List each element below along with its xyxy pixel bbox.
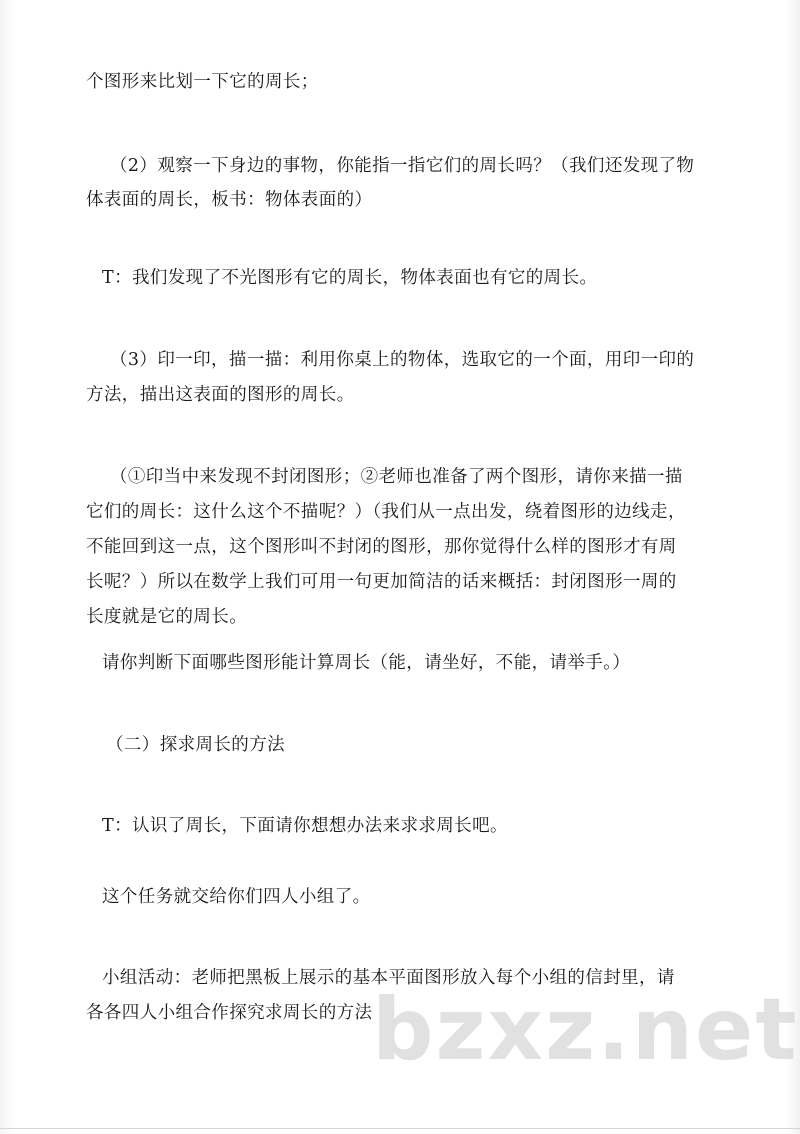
text-line: 不能回到这一点，这个图形叫不封闭的图形，那你觉得什么样的图形才有周 [86,537,677,557]
text-line: 小组活动：老师把黑板上展示的基本平面图形放入每个小组的信封里，请 [102,968,675,988]
text-line: 方法，描出这表面的图形的周长。 [86,385,355,405]
watermark: bzxz.net [372,980,799,1080]
text-line: 请你判断下面哪些图形能计算周长（能，请坐好，不能，请举手。） [102,653,631,673]
text-line: 个图形来比划一下它的周长； [86,72,319,92]
text-line: （3）印一印，描一描：利用你桌上的物体，选取它的一个面，用印一印的 [110,350,695,370]
text-line: 长度就是它的周长。 [86,607,248,627]
text-line: 长呢？）所以在数学上我们可用一句更加简洁的话来概括：封闭图形一周的 [86,572,677,592]
text-line: 体表面的周长，板书：物体表面的） [86,190,373,210]
text-line: （2）观察一下身边的事物，你能指一指它们的周长吗？（我们还发现了物 [110,156,695,176]
section-heading: （二）探求周长的方法 [106,735,285,755]
text-line: T：认识了周长，下面请你想想办法来求求周长吧。 [102,816,508,836]
text-line: 它们的周长：这什么这个不描呢？）（我们从一点出发，绕着图形的边线走， [86,502,686,522]
text-line: T：我们发现了不光图形有它的周长，物体表面也有它的周长。 [102,268,598,288]
text-line: 各各四人小组合作探究求周长的方法 [86,1003,373,1023]
text-line: 这个任务就交给你们四人小组了。 [102,887,371,907]
page-bottom-edge [0,1128,800,1129]
text-line: （①印当中来发现不封闭图形；②老师也准备了两个图形，请你来描一描 [110,467,683,487]
